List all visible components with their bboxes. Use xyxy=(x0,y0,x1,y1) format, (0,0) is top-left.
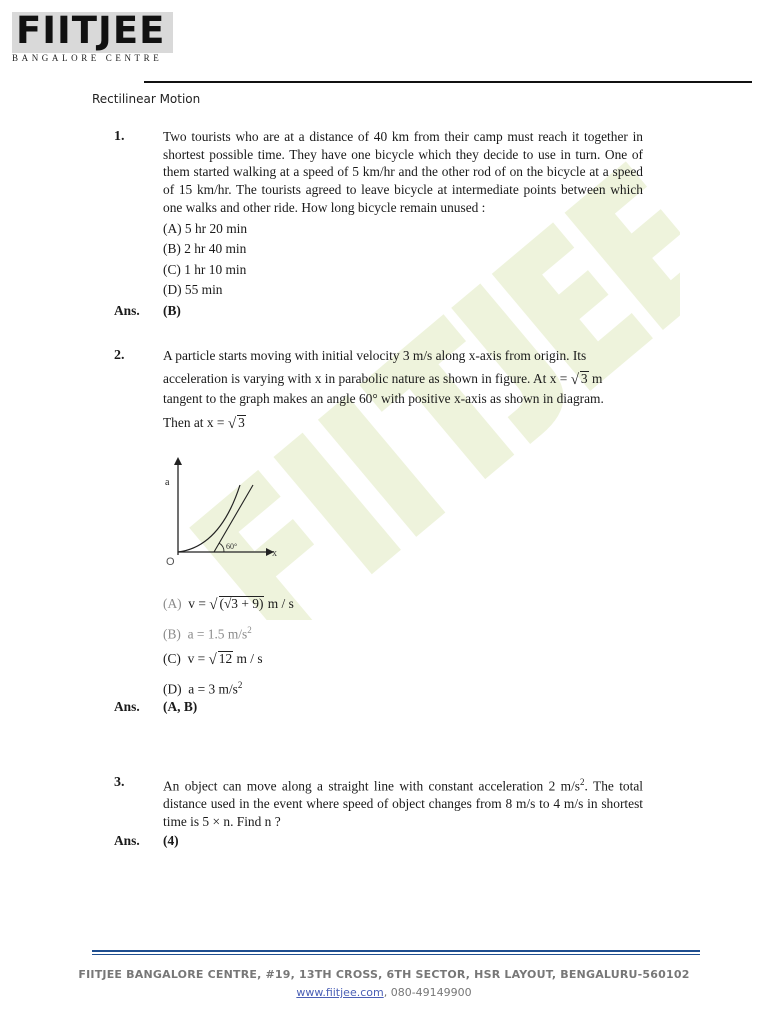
question-text xyxy=(163,347,643,433)
answer-value: (4) xyxy=(163,833,179,848)
phone-number: , 080-49149900 xyxy=(383,986,472,999)
answer-value: (B) xyxy=(163,303,181,318)
question-text-line: tangent to the graph makes an angle 60° with positive x-axis as shown in diagram. xyxy=(163,391,604,407)
text-fragment: acceleration is varying with x in parabolic nature as shown in figure. At x = xyxy=(163,370,568,386)
option-expression: v = xyxy=(187,651,206,666)
option-unit: m / s xyxy=(236,651,263,666)
y-axis-label: a xyxy=(165,477,170,488)
answer-label: Ans. xyxy=(114,833,140,848)
footer-address: FIITJEE BANGALORE CENTRE, #19, 13TH CROSS, 6TH SECTOR, HSR LAYOUT, BENGALURU-560102 xyxy=(78,968,690,981)
radicand: 3 xyxy=(580,370,588,386)
option-label: (A) xyxy=(163,596,182,611)
y-axis-arrow xyxy=(174,457,182,465)
option-b xyxy=(163,622,252,643)
radical-sign: √ xyxy=(209,597,218,613)
radicand: 12 xyxy=(218,651,233,666)
text-fragment: Then at x = xyxy=(163,415,225,431)
option-a: (A) 5 hr 20 min xyxy=(163,221,248,236)
answer-label: Ans. xyxy=(114,303,140,318)
option-c: (C) 1 hr 10 min xyxy=(163,262,247,277)
question-number: 1. xyxy=(114,129,125,144)
angle-arc xyxy=(219,543,224,552)
x-axis-label: x xyxy=(272,548,277,559)
question-number: 3. xyxy=(114,775,125,790)
acceleration-graph xyxy=(158,455,288,570)
radicand: 3 xyxy=(238,415,245,431)
answer-value: (A, B) xyxy=(163,699,198,714)
option-expression: a = 3 m/s xyxy=(188,681,238,697)
radicand: (√3 + 9) xyxy=(219,596,264,611)
question-text-line xyxy=(163,370,643,389)
logo-subtitle: BANGALORE CENTRE xyxy=(12,53,163,63)
option-a xyxy=(163,595,294,614)
option-c xyxy=(163,650,263,669)
option-label: (C) xyxy=(163,651,181,666)
logo-text: FIITJEE xyxy=(16,9,166,52)
section-title: Rectilinear Motion xyxy=(92,92,201,106)
option-expression: a = 1.5 m/s xyxy=(187,626,248,642)
question-text: Two tourists who are at a distance of 40 km from their camp must reach it together in shortest possible time. They have one bicycle which they decide to use in turn. One of them started walking at a speed of 5 km/hr and the other rod of on the bicycle at a speed of 15 km/hr. The tourists agreed to leave bicycle at intermediate points between which one walks and other ride. How long bicycle remain unused : xyxy=(163,129,643,215)
superscript: 2 xyxy=(247,625,252,635)
question-text-line: A particle starts moving with initial velocity 3 m/s along x-axis from origin. Its xyxy=(163,348,587,363)
option-expression: v = xyxy=(188,596,206,611)
option-d: (D) 55 min xyxy=(163,282,223,297)
radical-sign: √ xyxy=(208,652,217,668)
angle-label: 60° xyxy=(226,542,238,551)
text-fragment: An object can move along a straight line with constant acceleration 2 m/s xyxy=(163,778,581,794)
superscript: 2 xyxy=(580,777,585,787)
footer-contact xyxy=(0,986,768,999)
fiitjee-logo xyxy=(12,9,173,53)
radical-sign: √ xyxy=(227,416,237,433)
option-d xyxy=(163,677,242,698)
origin-label: O xyxy=(166,556,175,568)
website-link[interactable]: www.fiitjee.com xyxy=(296,986,384,999)
option-label: (B) xyxy=(163,626,181,642)
text-fragment: . The total distance used in the event where speed of object changes from 8 m/s to 4 m/s in shortest time is 5 × n. Find n ? xyxy=(163,778,644,829)
question-text xyxy=(163,774,643,831)
option-unit: m / s xyxy=(267,596,294,611)
footer-rule xyxy=(92,950,700,952)
option-label: (D) xyxy=(163,681,182,697)
superscript: 2 xyxy=(237,680,243,690)
question-text-line xyxy=(163,414,643,433)
option-b: (B) 2 hr 40 min xyxy=(163,241,247,256)
header-rule xyxy=(144,81,752,83)
footer-rule-thin xyxy=(92,954,700,955)
radical-sign: √ xyxy=(570,371,579,388)
question-number: 2. xyxy=(114,348,125,363)
answer-label: Ans. xyxy=(114,699,140,714)
text-fragment: m xyxy=(591,370,603,386)
